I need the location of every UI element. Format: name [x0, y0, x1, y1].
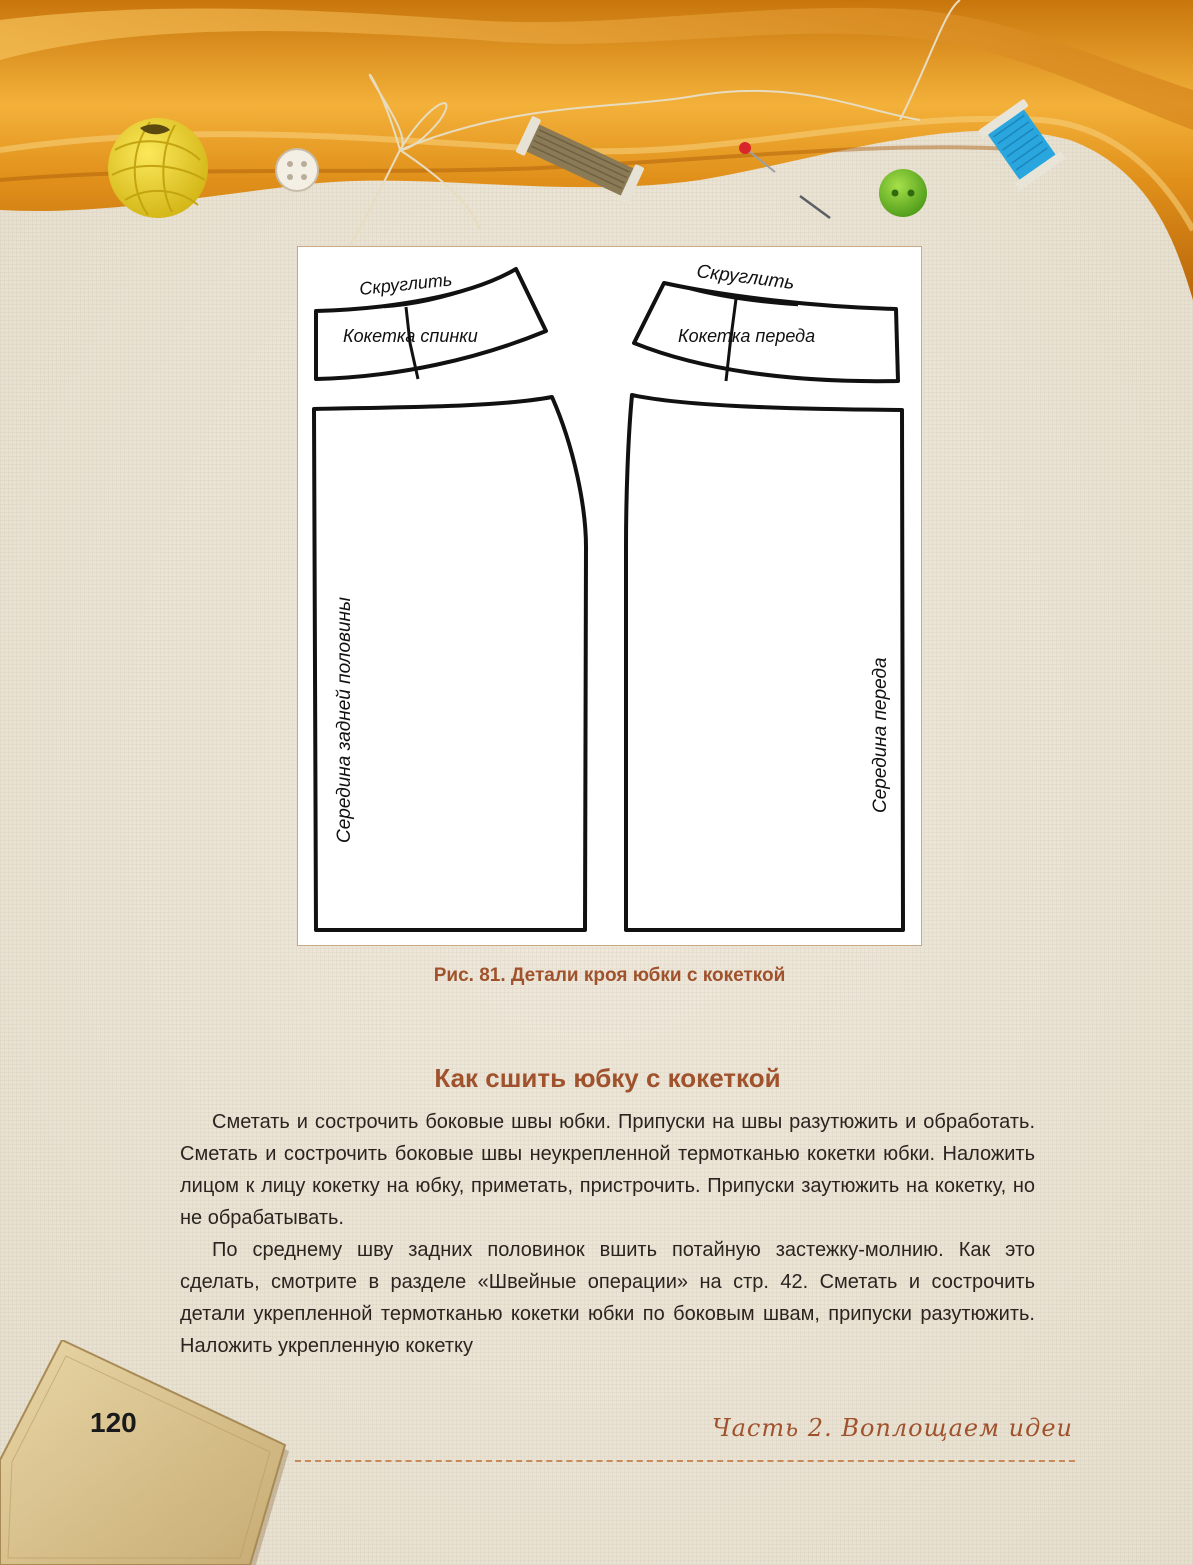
white-button-icon — [276, 149, 318, 191]
section-heading: Как сшить юбку с кокеткой — [434, 1063, 781, 1093]
paragraph: По среднему шву задних половинок вшить потайную застежку-молнию. Как это сделать, смотрите в разделе «Швейные операции» на стр. 42. Сметать и сострочить детали укрепленной термотканью кокетки юбки по боковым швам, припуски разутюжить. Наложить укрепленную кокетку — [180, 1239, 1035, 1357]
paragraph: Сметать и сострочить боковые швы юбки. Припуски на швы разутюжить и обработать. Сметать и сострочить боковые швы неукрепленной термотканью кокетки юбки. Наложить лицом к лицу кокетку на юбку, приметать, пристрочить. Припуски заутюжить на кокетку, но не обрабатывать. — [180, 1111, 1035, 1229]
page-number: 120 — [90, 1407, 137, 1438]
back-yoke-round-label: Скруглить — [358, 269, 454, 299]
front-panel-center-label: Середина переда — [870, 657, 891, 813]
running-footer-title: Часть 2. Воплощаем идеи — [712, 1414, 1073, 1442]
figure-caption: Рис. 81. Детали кроя юбки с кокеткой — [433, 965, 786, 986]
pattern-drawing — [298, 247, 923, 947]
green-button-icon — [879, 169, 927, 217]
body-text — [180, 1106, 1035, 1362]
footer-divider — [295, 1460, 1075, 1462]
needle-icon — [800, 196, 830, 218]
pattern-figure — [297, 246, 922, 946]
paper-note-decoration — [0, 1340, 290, 1565]
back-yoke-label: Кокетка спинки — [343, 326, 478, 346]
front-panel-shape — [626, 395, 903, 930]
back-panel-center-label: Середина задней половины — [334, 597, 355, 843]
yarn-ball-icon — [108, 118, 208, 218]
front-yoke-round-label: Скруглить — [695, 261, 796, 294]
front-yoke-label: Кокетка переда — [678, 326, 816, 346]
